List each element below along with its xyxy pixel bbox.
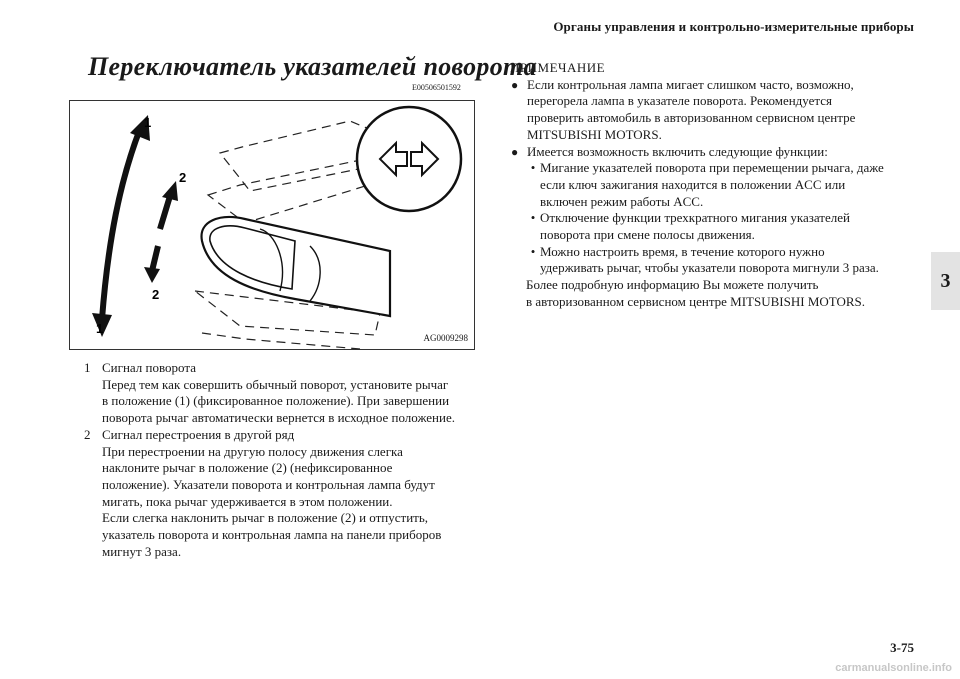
watermark: carmanualsonline.info <box>835 662 952 674</box>
label-2-top: 2 <box>179 170 187 185</box>
note-sub-item <box>510 160 910 210</box>
turn-signal-illustration <box>70 101 476 351</box>
arrow-position-2-down <box>152 246 158 271</box>
running-header: Органы управления и контрольно-измерительные приборы <box>553 19 914 34</box>
note-text-line: если ключ зажигания находится в положении ACC или <box>540 176 846 192</box>
document-code: E00506501592 <box>412 83 461 92</box>
lever-position-1-down-outline <box>202 333 360 349</box>
item-text-line: указатель поворота и контрольная лампа на панели приборов <box>102 527 442 543</box>
list-item <box>84 360 484 427</box>
bullet-icon: ● <box>511 144 519 159</box>
arrow-position-2-up <box>160 196 170 229</box>
note-text-line: Мигание указателей поворота при перемещении рычага, даже <box>540 160 884 176</box>
item-text-line: поворота рычаг автоматически вернется в исходное положение. <box>102 410 455 426</box>
arrow-position-2-down-head <box>144 267 160 283</box>
note-text-line: MITSUBISHI MOTORS. <box>527 126 662 142</box>
item-text-line: мигать, пока рычаг удерживается в этом положении. <box>102 493 393 509</box>
label-1-bottom: 1 <box>96 321 104 336</box>
note-sub-item <box>510 210 910 243</box>
list-item <box>84 427 484 561</box>
item-text-line: При перестроении на другую полосу движения слегка <box>102 443 403 459</box>
page-title: Переключатель указателей поворота <box>88 52 537 81</box>
note-text-line: Более подробную информацию Вы можете получить <box>526 277 819 293</box>
sub-bullet-icon: • <box>530 210 536 226</box>
note-text-line: проверить автомобиль в авторизованном сервисном центре <box>527 110 856 126</box>
item-text-line: Перед тем как совершить обычный поворот, установите рычаг <box>102 376 449 392</box>
note-text-line: удерживать рычаг, чтобы указатели поворота мигнули 3 раза. <box>540 260 879 276</box>
item-heading: Сигнал перестроения в другой ряд <box>102 426 295 442</box>
item-text-line: наклоните рычаг в положение (2) (нефиксированное <box>102 460 393 476</box>
note-bullet <box>510 144 910 161</box>
note-text-line: перегорела лампа в указателе поворота. Рекомендуется <box>527 93 832 109</box>
note-text-line: Имеется возможность включить следующие функции: <box>527 143 828 159</box>
note-bullet <box>510 77 910 144</box>
item-number: 1 <box>84 360 91 375</box>
arrow-position-1-curve <box>102 129 140 319</box>
chapter-tab: 3 <box>931 252 960 310</box>
item-heading: Сигнал поворота <box>102 360 196 375</box>
figure-code: AG0009298 <box>423 333 468 343</box>
note-block <box>510 60 910 311</box>
bullet-icon: ● <box>511 77 519 92</box>
sub-bullet-icon: • <box>530 160 536 176</box>
sub-bullet-icon: • <box>530 243 536 259</box>
arrow-position-2-up-head <box>162 181 178 201</box>
note-text-line: в авторизованном сервисном центре MITSUBISHI MOTORS. <box>526 293 866 309</box>
page-number: 3-75 <box>890 640 914 655</box>
item-text-line: Если слегка наклонить рычаг в положение (2) и отпустить, <box>102 510 429 526</box>
note-text-line: Если контрольная лампа мигает слишком часто, возможно, <box>527 76 854 92</box>
note-sub-item <box>510 244 910 277</box>
item-list <box>84 360 484 560</box>
label-1-top: 1 <box>144 115 152 130</box>
item-text-line: мигнут 3 раза. <box>102 543 182 559</box>
turn-signal-figure <box>69 100 475 350</box>
item-text-line: в положение (1) (фиксированное положение). При завершении <box>102 393 450 409</box>
note-text-line: Отключение функции трехкратного мигания указателей <box>540 210 850 226</box>
note-title: ПРИМЕЧАНИЕ <box>510 60 606 75</box>
item-number: 2 <box>84 426 91 442</box>
note-text-line: включен режим работы ACC. <box>540 193 704 209</box>
note-text-line: Можно настроить время, в течение которого нужно <box>540 243 825 259</box>
note-text-line: поворота при смене полосы движения. <box>540 227 755 243</box>
label-2-bottom: 2 <box>152 287 160 302</box>
indicator-circle <box>357 107 461 211</box>
item-text-line: положение). Указатели поворота и контрольная лампа будут <box>102 476 435 492</box>
